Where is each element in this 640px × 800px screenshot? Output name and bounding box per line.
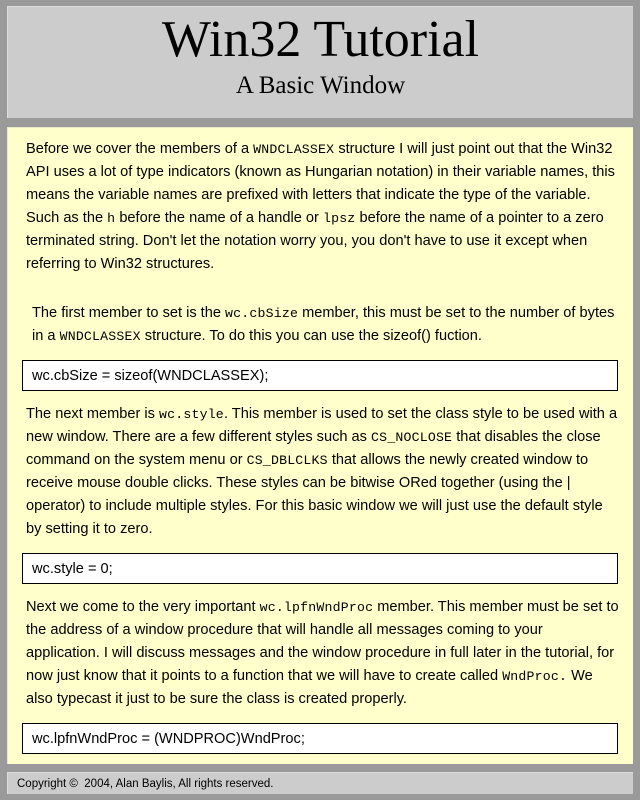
code-span-h: h xyxy=(107,211,116,226)
text-segment: member. This member must be set to the address of a window procedure that will handle all messages coming to your application. I will discuss messages and the window procedure in full later in the tutorial, for now just know that it points to a function that we will have to create called xyxy=(26,599,619,684)
text-segment: Before we cover the members of a xyxy=(26,141,254,157)
page-header xyxy=(7,6,633,118)
code-span-cs-noclose: CS_NOCLOSE xyxy=(371,430,453,445)
text-segment: that allows the newly created window to receive mouse double clicks. These styles can be bitwise ORed together (using the | operator) to include multiple styles. For this basic window we will just use the default style by setting it to zero. xyxy=(26,452,603,537)
spacer xyxy=(15,391,626,403)
code-span-wc-cbsize: wc.cbSize xyxy=(225,306,299,321)
code-span-cs-dblclks: CS_DBLCLKS xyxy=(246,453,328,468)
text-segment: structure I will just point out that the Win32 API uses a lot of type indicators (known as Hungarian notation) in their variable names, this means the variable names are prefixed with letters that indicate the type of the variable. Such as the xyxy=(26,141,615,226)
spacer xyxy=(15,348,626,360)
paragraph-style xyxy=(15,403,626,541)
text-segment: before the name of a handle or xyxy=(115,210,323,226)
header-frame xyxy=(0,0,640,118)
text-segment: Next we come to the very important xyxy=(26,599,260,615)
code-span-wc-style: wc.style xyxy=(159,407,224,422)
code-block-style xyxy=(22,553,618,584)
code-span-wndproc: WndProc. xyxy=(502,669,568,684)
text-segment: before the name of a pointer to a zero terminated string. Don't let the notation worry you, you don't have to use it except when referring to Win32 structures. xyxy=(26,210,604,272)
code-span-wndclassex: WNDCLASSEX xyxy=(253,142,335,157)
spacer xyxy=(15,584,626,596)
text-segment: that disables the close command on the system menu or xyxy=(26,429,601,468)
paragraph-intro xyxy=(15,138,626,276)
spacer xyxy=(15,276,626,302)
spacer xyxy=(15,541,626,553)
code-span-wc-lpfnwndproc: wc.lpfnWndProc xyxy=(259,600,374,615)
page-subtitle: A Basic Window xyxy=(235,72,406,99)
code-block-text: wc.cbSize = sizeof(WNDCLASSEX); xyxy=(32,367,269,384)
text-segment: member, this must be set to the number of bytes in a xyxy=(32,305,615,344)
text-segment: structure. To do this you can use the sizeof() fuction. xyxy=(140,328,482,344)
content-frame xyxy=(0,118,640,764)
page-title: Win32 Tutorial xyxy=(161,11,480,68)
code-block-cbsize xyxy=(22,360,618,391)
spacer xyxy=(15,711,626,723)
code-span-lpsz: lpsz xyxy=(322,211,356,226)
paragraph-cbsize xyxy=(15,302,626,348)
code-block-text: wc.lpfnWndProc = (WNDPROC)WndProc; xyxy=(32,730,305,747)
paragraph-lpfnwndproc xyxy=(15,596,626,711)
text-segment: The next member is xyxy=(26,406,160,422)
footer-frame xyxy=(0,764,640,800)
code-block-lpfnwndproc xyxy=(22,723,618,754)
article-content xyxy=(7,127,633,764)
text-segment: . This member is used to set the class style to be used with a new window. There are a few different styles such as xyxy=(26,406,618,445)
copyright-text: Copyright © 2004, Alan Baylis, All rights reserved. xyxy=(17,777,274,790)
text-segment: We also typecast it just to be sure the class is created properly. xyxy=(26,668,593,707)
page-footer xyxy=(7,772,633,794)
text-segment: The first member to set is the xyxy=(32,305,226,321)
code-span-wndclassex: WNDCLASSEX xyxy=(59,329,141,344)
code-block-text: wc.style = 0; xyxy=(32,560,113,577)
